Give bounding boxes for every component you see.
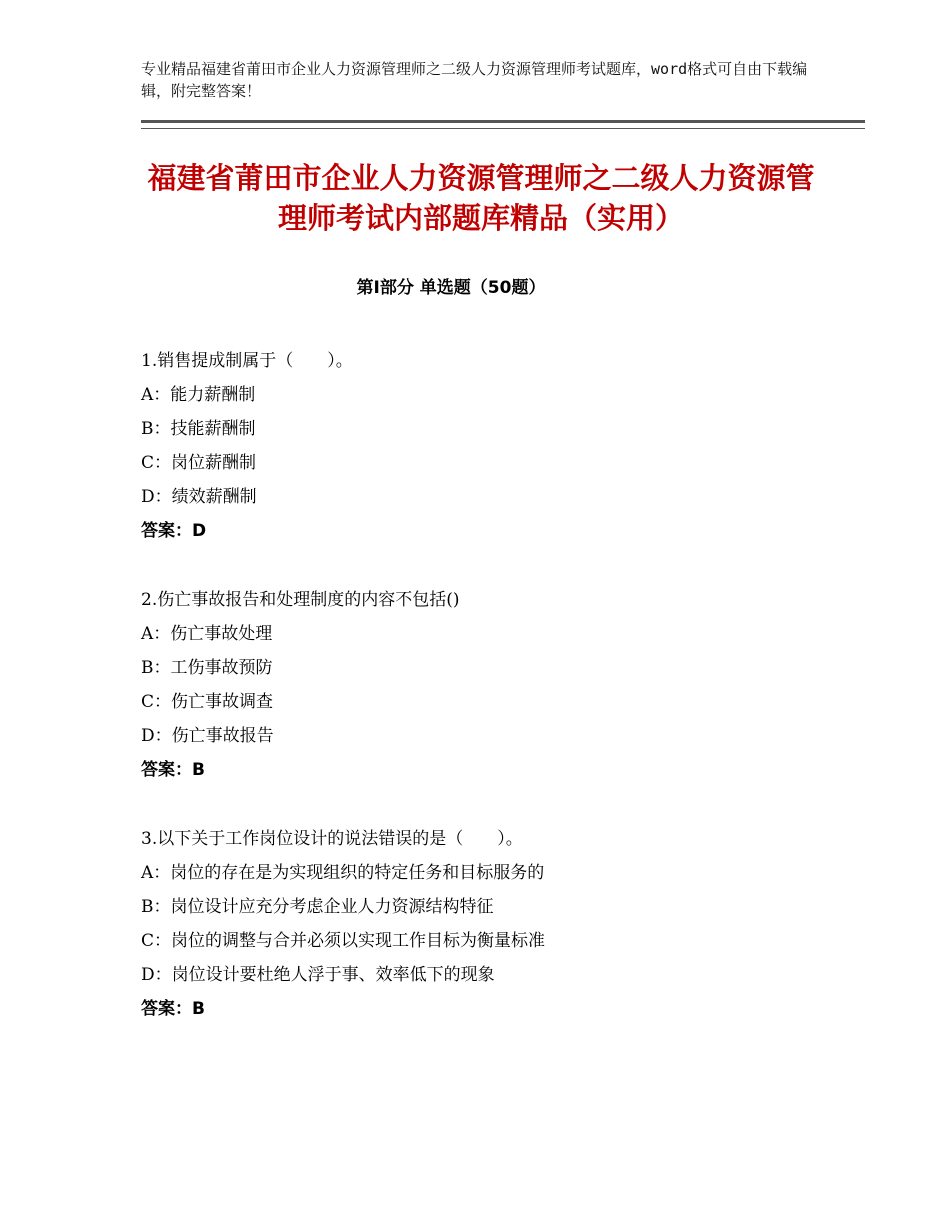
option-b: B：技能薪酬制 [141, 419, 256, 439]
answer: 答案：B [141, 999, 205, 1019]
question-stem: 2.伤亡事故报告和处理制度的内容不包括() [141, 590, 460, 610]
option-d: D：绩效薪酬制 [141, 487, 257, 507]
question-2 [141, 583, 861, 787]
option-b: B：岗位设计应充分考虑企业人力资源结构特征 [141, 897, 494, 917]
header-divider [141, 120, 865, 129]
option-c: C：岗位的调整与合并必须以实现工作目标为衡量标准 [141, 931, 546, 951]
answer: 答案：D [141, 521, 207, 541]
answer: 答案：B [141, 760, 205, 780]
option-a: A：伤亡事故处理 [141, 624, 273, 644]
option-a: A：岗位的存在是为实现组织的特定任务和目标服务的 [141, 863, 545, 883]
header-note: 专业精品福建省莆田市企业人力资源管理师之二级人力资源管理师考试题库，word格式可自由下载编辑，附完整答案！ [141, 60, 808, 100]
option-d: D：岗位设计要杜绝人浮于事、效率低下的现象 [141, 965, 495, 985]
question-1 [141, 344, 861, 548]
question-3 [141, 822, 861, 1026]
document-title: 福建省莆田市企业人力资源管理师之二级人力资源管理师考试内部题库精品（实用） [147, 161, 815, 235]
option-b: B：工伤事故预防 [141, 658, 273, 678]
option-a: A：能力薪酬制 [141, 385, 256, 405]
question-stem: 1.销售提成制属于（ ）。 [141, 351, 353, 371]
option-c: C：岗位薪酬制 [141, 453, 257, 473]
section-title: 第Ⅰ部分 单选题（50题） [356, 278, 546, 298]
question-stem: 3.以下关于工作岗位设计的说法错误的是（ ）。 [141, 829, 523, 849]
option-c: C：伤亡事故调查 [141, 692, 274, 712]
option-d: D：伤亡事故报告 [141, 726, 274, 746]
